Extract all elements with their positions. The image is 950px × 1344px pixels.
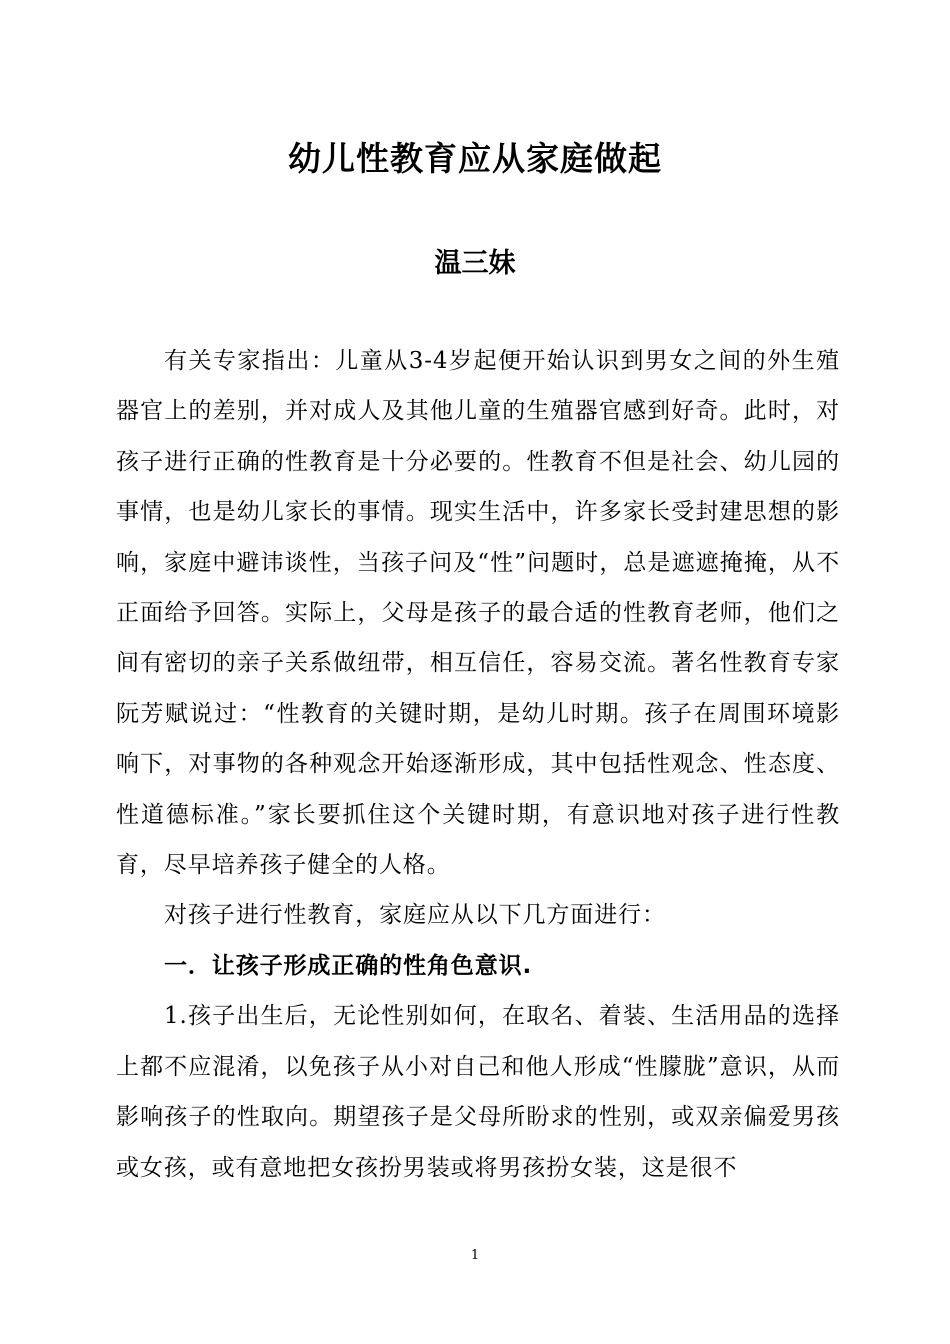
document-title: 幼儿性教育应从家庭做起 [288, 139, 662, 178]
paragraph-intro: 有关专家指出：儿童从3-4岁起便开始认识到男女之间的外生殖器官上的差别，并对成人及其他儿童的生殖器官感到好奇。此时，对孩子进行正确的性教育是十分必要的。性教育不但是社会、幼儿园的事情，也是幼儿家长的事情。现实生活中，许多家长受封建思想的影响，家庭中避讳谈性，当孩子问及“性”问题时，总是遮遮掩掩，从不正面给予回答。实际上，父母是孩子的最合适的性教育老师，他们之间有密切的亲子关系做纽带，相互信任，容易交流。著名性教育专家阮芳赋说过：“性教育的关键时期，是幼儿时期。孩子在周围环境影响下，对事物的各种观念开始逐渐形成，其中包括性观念、性态度、性道德标准。”家长要抓住这个关键时期，有意识地对孩子进行性教育，尽早培养孩子健全的人格。 [116, 348, 840, 879]
document-body [116, 336, 840, 1193]
author-name: 温三妹 [434, 248, 516, 279]
paragraph-lead-in: 对孩子进行性教育，家庭应从以下几方面进行： [164, 902, 666, 929]
page-number: 1 [470, 1248, 480, 1263]
paragraph-point-1: 1.孩子出生后，无论性别如何，在取名、着装、生活用品的选择上都不应混淆，以免孩子从小对自己和他人形成“性朦胧”意识，从而影响孩子的性取向。期望孩子是父母所盼求的性别，或双亲偏爱男孩或女孩，或有意地把女孩扮男装或将男孩扮女装，这是很不 [116, 1003, 840, 1181]
section-heading-1: 一．让孩子形成正确的性角色意识. [164, 952, 533, 979]
